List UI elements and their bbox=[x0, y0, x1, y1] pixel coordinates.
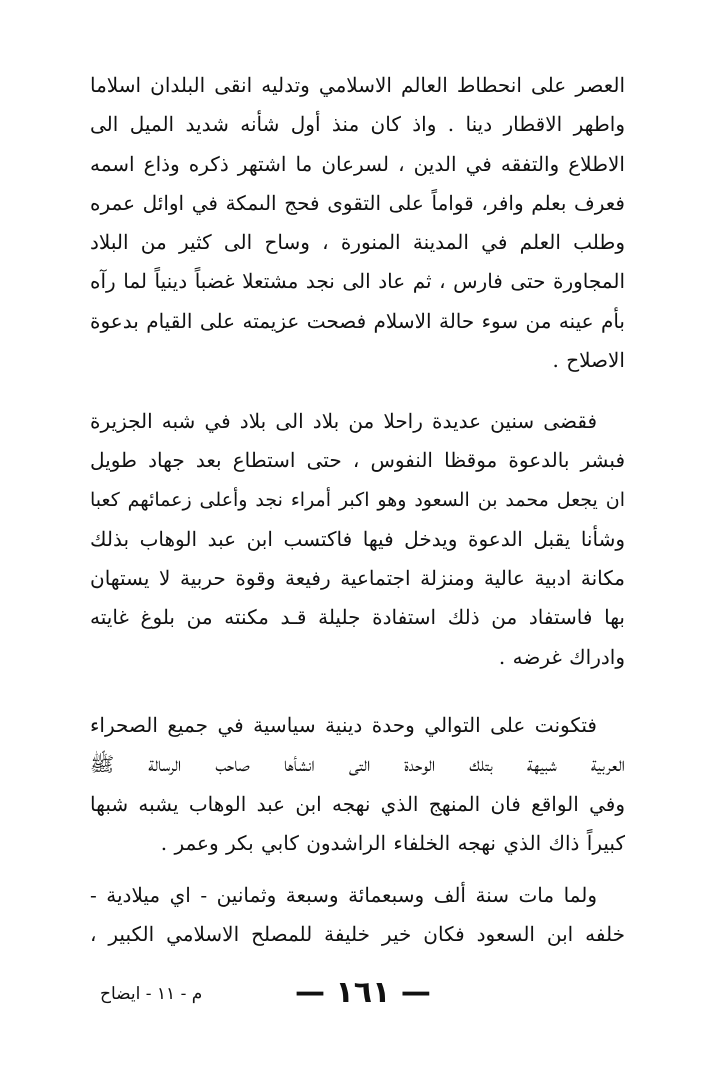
text-line: العربية شبيهة بتلك الوحدة التى انشأها صاحب الرسالة ﷺ bbox=[90, 752, 625, 777]
text-line: وطلب العلم في المدينة المنورة ، وساح الى كثير من البلاد bbox=[90, 230, 625, 255]
text-line: فتكونت على التوالي وحدة دينية سياسية في جميع الصحراء bbox=[90, 713, 597, 737]
paragraph-1 bbox=[90, 66, 625, 380]
text-line: خلفه ابن السعود فكان خير خليفة للمصلح الاسلامي الكبير ، bbox=[90, 922, 625, 947]
text-line: وفي الواقع فان المنهج الذي نهجه ابن عبد الوهاب يشبه شبها bbox=[90, 791, 625, 816]
text-line: المجاورة حتى فارس ، ثم عاد الى نجد مشتعلا غضباً دينياً لما رآه bbox=[90, 269, 625, 294]
page-footer bbox=[90, 968, 625, 1018]
text-line: الاصلاح . bbox=[552, 348, 625, 373]
text-line: فقضى سنين عديدة راحلا من بلاد الى بلاد في شبه الجزيرة bbox=[90, 409, 597, 433]
text-line: ان يجعل محمد بن السعود وهو اكبر أمراء نجد وأعلى زعمائهم كعبا bbox=[90, 488, 625, 511]
text-line: بأم عينه من سوء حالة الاسلام فصحت عزيمته على القيام بدعوة bbox=[90, 308, 625, 333]
text-line: ولما مات سنة ألف وسبعمائة وسبعة وثمانين - اي ميلادية - bbox=[90, 883, 597, 907]
text-line: مكانة ادبية عالية ومنزلة اجتماعية رفيعة وقوة حربية لا يستهان bbox=[90, 566, 625, 591]
text-line: فبشر بالدعوة موقظا النفوس ، حتى استطاع بعد جهاد طويل bbox=[90, 448, 625, 473]
page-number: — ١٦١ — bbox=[295, 975, 431, 1010]
text-line: العصر على انحطاط العالم الاسلامي وتدليه انقى البلدان اسلاما bbox=[90, 73, 625, 97]
paragraph-2 bbox=[90, 402, 625, 677]
paragraph-3 bbox=[90, 706, 625, 863]
text-line: بها فاستفاد من ذلك استفادة جليلة قـد مكنته من بلوغ غايته bbox=[90, 605, 625, 630]
paragraph-4 bbox=[90, 876, 625, 955]
text-line: الاطلاع والتفقه في الدين ، لسرعان ما اشتهر ذكره وذاع اسمه bbox=[90, 151, 625, 176]
text-line: وادراك غرضه . bbox=[498, 644, 625, 669]
text-line: واطهر الاقطار دينا . واذ كان منذ أول شأنه شديد الميل الى bbox=[90, 112, 625, 137]
printer-signature: م - ١١ - ايضاح bbox=[100, 984, 203, 1004]
text-line: فعرف بعلم وافر، قواماً على التقوى فحج الىمكة في اوائل عمره bbox=[90, 190, 625, 215]
text-line: وشأنا يقبل الدعوة ويدخل فيها فاكتسب ابن عبد الوهاب بذلك bbox=[90, 526, 625, 551]
text-line: كبيراً ذاك الذي نهجه الخلفاء الراشدون كابي بكر وعمر . bbox=[160, 830, 625, 855]
